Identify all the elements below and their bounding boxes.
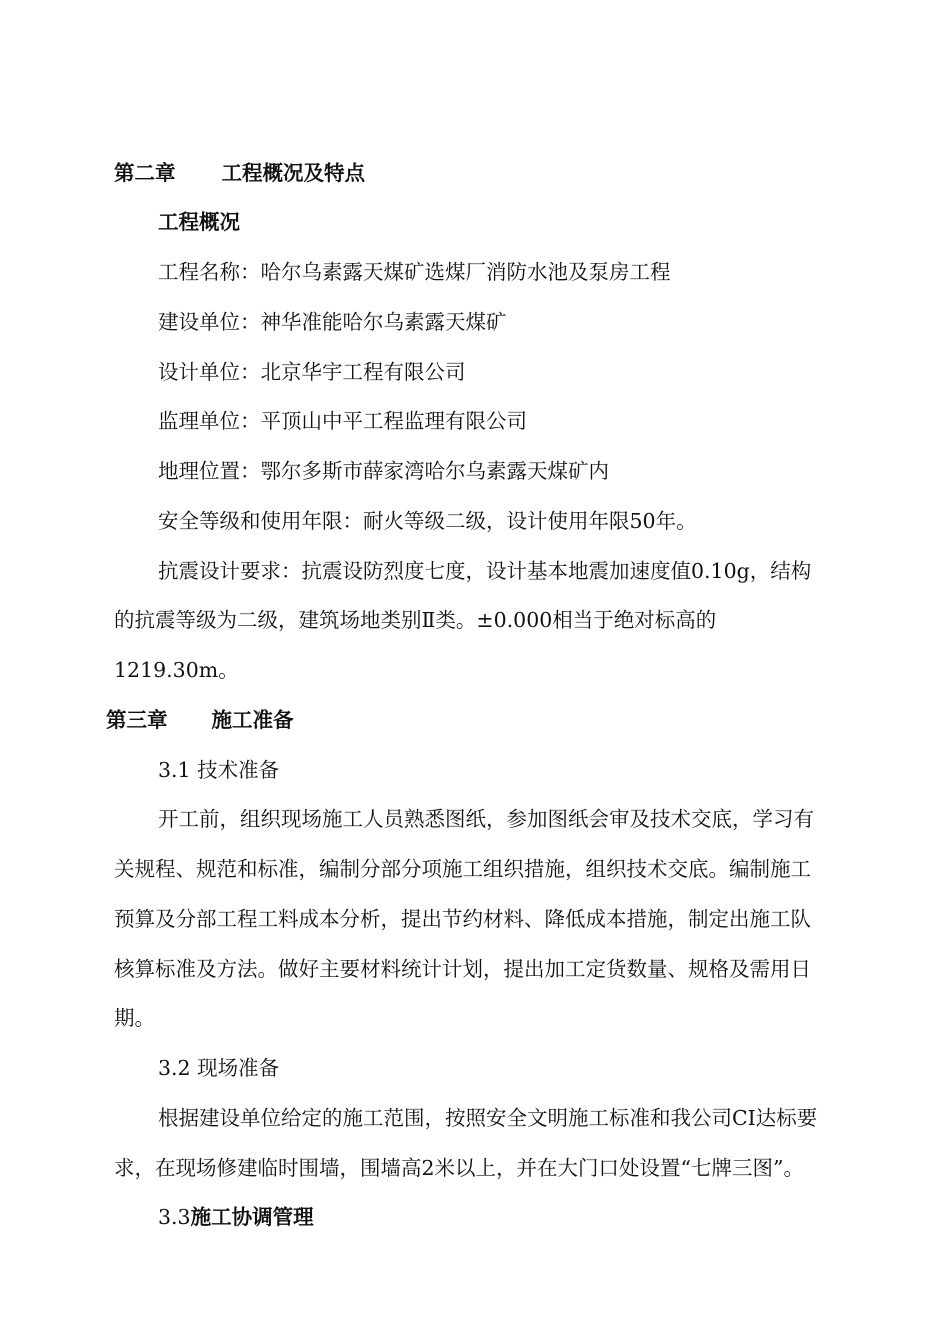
chapter-title: 施工准备: [211, 708, 294, 732]
chapter-title: 工程概况及特点: [221, 161, 365, 185]
chapter-number: 第二章: [114, 161, 176, 185]
paragraph-line: 期。: [114, 1006, 155, 1030]
chapter-2-heading: [114, 160, 365, 186]
paragraph-line: 预算及分部工程工料成本分析，提出节约材料、降低成本措施，制定出施工队: [114, 907, 811, 931]
safety-grade: 安全等级和使用年限：耐火等级二级，设计使用年限50年。: [158, 509, 697, 533]
subsection-heading: 3.1 技术准备: [158, 758, 280, 782]
section-heading: 工程概况: [158, 210, 240, 234]
paragraph-line: 核算标准及方法。做好主要材料统计计划，提出加工定货数量、规格及需用日: [114, 957, 811, 981]
supervision-unit: 监理单位：平顶山中平工程监理有限公司: [158, 409, 527, 433]
project-name: 工程名称：哈尔乌素露天煤矿选煤厂消防水池及泵房工程: [158, 260, 671, 284]
paragraph-line: 1219.30m。: [114, 658, 239, 682]
subsection-heading: 3.2 现场准备: [158, 1056, 280, 1080]
paragraph-line: 的抗震等级为二级，建筑场地类别Ⅱ类。±0.000相当于绝对标高的: [114, 608, 717, 632]
chapter-3-heading: [106, 707, 294, 733]
location: 地理位置：鄂尔多斯市薛家湾哈尔乌素露天煤矿内: [158, 459, 609, 483]
chapter-number: 第三章: [106, 708, 168, 732]
subsection-number: 3.3: [158, 1205, 191, 1229]
paragraph-line: 求，在现场修建临时围墙，围墙高2米以上，并在大门口处设置“七牌三图”。: [114, 1156, 805, 1180]
paragraph-line: 关规程、规范和标准，编制分部分项施工组织措施，组织技术交底。编制施工: [114, 857, 811, 881]
paragraph-line: 根据建设单位给定的施工范围，按照安全文明施工标准和我公司CI达标要: [158, 1106, 818, 1130]
subsection-title: 施工协调管理: [190, 1205, 314, 1229]
owner-unit: 建设单位：神华准能哈尔乌素露天煤矿: [158, 310, 507, 334]
design-unit: 设计单位：北京华宇工程有限公司: [158, 360, 466, 384]
paragraph-line: 开工前，组织现场施工人员熟悉图纸，参加图纸会审及技术交底，学习有: [158, 807, 814, 831]
paragraph-line: 抗震设计要求：抗震设防烈度七度，设计基本地震加速度值0.10g，结构: [158, 559, 812, 583]
subsection-heading: [158, 1204, 314, 1230]
